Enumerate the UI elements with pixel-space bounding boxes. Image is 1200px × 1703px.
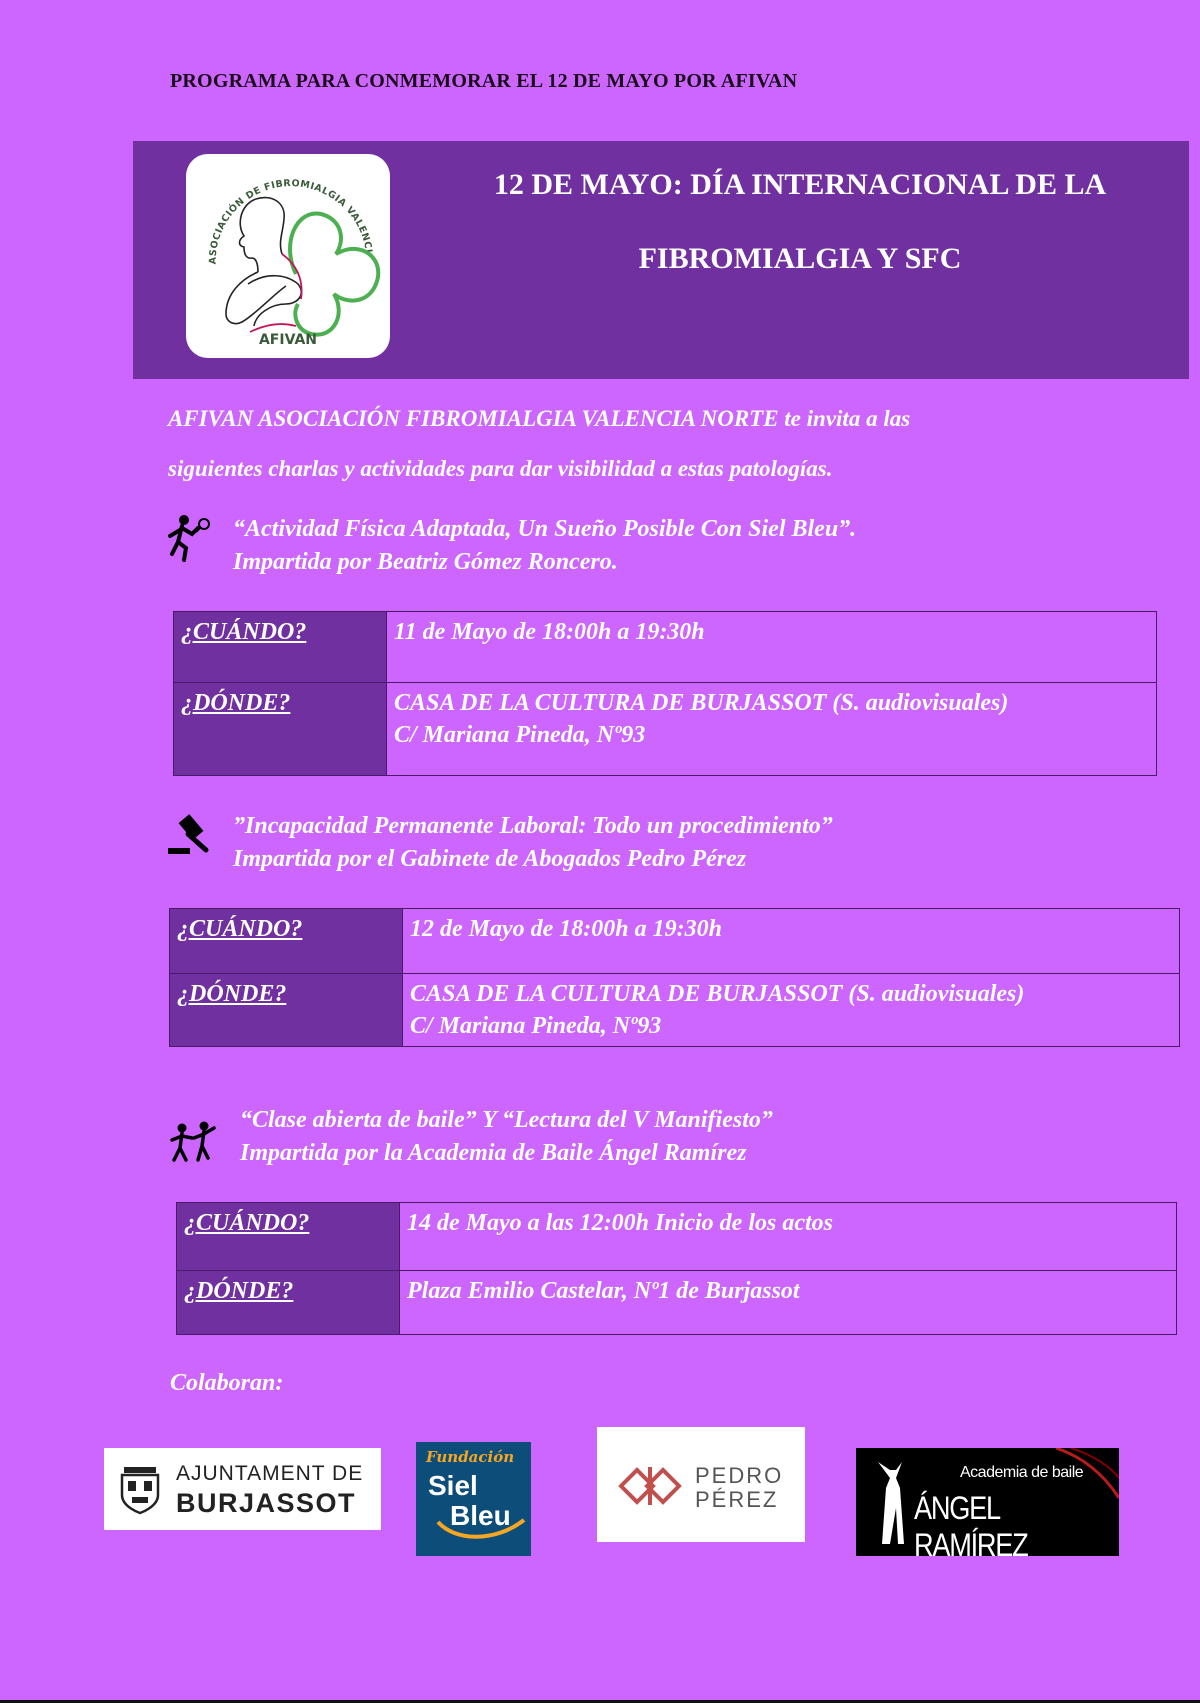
table-row xyxy=(170,909,1180,974)
angel-ramirez-logo xyxy=(856,1448,1119,1556)
tennis-player-icon xyxy=(166,514,214,564)
pp-monogram-icon xyxy=(617,1461,687,1511)
swoosh-icon xyxy=(416,1442,531,1556)
when-value: 12 de Mayo de 18:00h a 19:30h xyxy=(403,909,1180,974)
activity-1-title: “Actividad Física Adaptada, Un Sueño Posible Con Siel Bleu”. xyxy=(233,516,857,542)
banner-title-line1: 12 DE MAYO: DÍA INTERNACIONAL DE LA xyxy=(493,168,1107,201)
program-title: PROGRAMA PARA CONMEMORAR EL 12 DE MAYO POR AFIVAN xyxy=(170,70,798,92)
where-label: ¿DÓNDE? xyxy=(177,1271,400,1335)
where-line1: CASA DE LA CULTURA DE BURJASSOT (S. audiovisuales) xyxy=(410,981,1025,1007)
gavel-icon xyxy=(166,812,214,862)
where-line2: C/ Mariana Pineda, Nº93 xyxy=(410,1013,662,1039)
pedro-line1: PEDRO xyxy=(695,1463,784,1488)
where-label: ¿DÓNDE? xyxy=(174,683,387,776)
siel-line1: Fundación xyxy=(426,1448,515,1466)
table-row xyxy=(177,1271,1177,1335)
table-row xyxy=(174,683,1157,776)
burjassot-logo xyxy=(104,1448,381,1530)
table-row xyxy=(170,974,1180,1047)
sponsors-label: Colaboran: xyxy=(170,1370,284,1396)
activity-1-speaker: Impartida por Beatriz Gómez Roncero. xyxy=(233,549,618,575)
afivan-logo xyxy=(186,154,390,358)
where-value xyxy=(403,974,1180,1047)
when-label: ¿CUÁNDO? xyxy=(174,612,387,683)
where-label: ¿DÓNDE? xyxy=(170,974,403,1047)
pedro-perez-logo xyxy=(597,1427,805,1542)
activity-3-speaker: Impartida por la Academia de Baile Ángel Ramírez xyxy=(240,1140,747,1166)
intro-line1: AFIVAN ASOCIACIÓN FIBROMIALGIA VALENCIA NORTE te invita a las xyxy=(168,406,911,431)
when-label: ¿CUÁNDO? xyxy=(170,909,403,974)
activity-2-speaker: Impartida por el Gabinete de Abogados Pedro Pérez xyxy=(233,846,747,872)
where-line1: CASA DE LA CULTURA DE BURJASSOT (S. audiovisuales) xyxy=(394,690,1009,716)
table-row xyxy=(174,612,1157,683)
activity-2-table xyxy=(169,908,1180,1047)
when-value: 14 de Mayo a las 12:00h Inicio de los actos xyxy=(400,1203,1177,1271)
burjassot-line1: AJUNTAMENT DE xyxy=(176,1462,364,1485)
activity-1-table xyxy=(173,611,1157,776)
logo-arc-text: ASOCIACIÓN DE FIBROMIALGIA VALENCI xyxy=(207,178,374,265)
intro-line2: siguientes charlas y actividades para dar visibilidad a estas patologías. xyxy=(168,456,833,481)
table-row xyxy=(177,1203,1177,1271)
when-value: 11 de Mayo de 18:00h a 19:30h xyxy=(387,612,1157,683)
coat-of-arms-icon xyxy=(110,1459,170,1519)
siel-bleu-logo xyxy=(416,1442,531,1556)
dancers-icon xyxy=(170,1120,218,1170)
siel-line3: Bleu xyxy=(450,1500,511,1531)
where-value xyxy=(400,1271,1177,1335)
where-value xyxy=(387,683,1157,776)
angel-line2: ÁNGEL RAMÍREZ xyxy=(914,1490,1028,1556)
burjassot-line2: BURJASSOT xyxy=(176,1488,357,1518)
angel-line1: Academia de baile xyxy=(960,1464,1084,1481)
siel-line2: Siel xyxy=(428,1470,478,1501)
where-line2: C/ Mariana Pineda, Nº93 xyxy=(394,722,646,748)
logo-bottom-text: AFIVAN xyxy=(258,332,318,348)
where-line1: Plaza Emilio Castelar, Nº1 de Burjassot xyxy=(407,1278,800,1304)
when-label: ¿CUÁNDO? xyxy=(177,1203,400,1271)
activity-3-title: “Clase abierta de baile” Y “Lectura del V Manifiesto” xyxy=(240,1107,773,1133)
activity-3-table xyxy=(176,1202,1177,1335)
afivan-logo-graphic xyxy=(186,154,390,358)
activity-2-title: ”Incapacidad Permanente Laboral: Todo un procedimiento” xyxy=(233,813,833,839)
pedro-line2: PÉREZ xyxy=(695,1487,779,1512)
banner-title-line2: FIBROMIALGIA Y SFC xyxy=(638,242,962,275)
